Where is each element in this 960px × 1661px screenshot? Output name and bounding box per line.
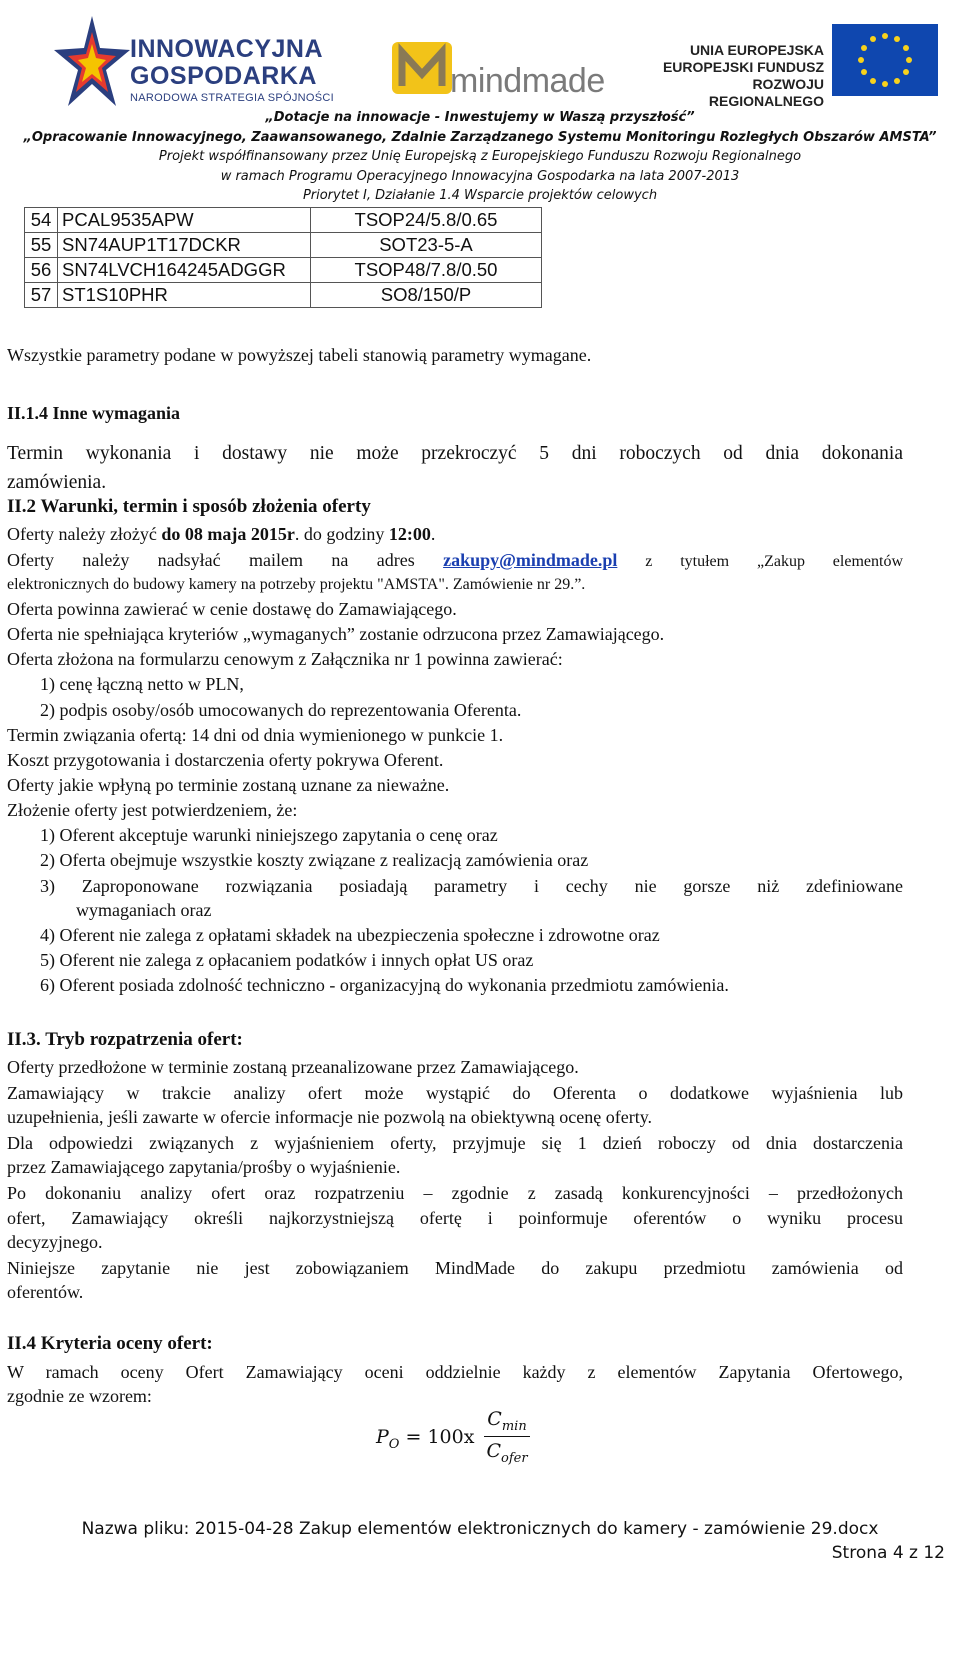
offer-line-delivery: Oferta powinna zawierać w cenie dostawę do Zamawiającego.	[7, 599, 457, 619]
case-type: SOT23-5-A	[311, 233, 542, 258]
section-title-ii-3: II.3. Tryb rozpatrzenia ofert:	[7, 1029, 243, 1050]
case-type: TSOP48/7.8/0.50	[311, 258, 542, 283]
header-logos	[0, 10, 960, 110]
logo-ig-subtitle: NARODOWA STRATEGIA SPÓJNOŚCI	[130, 92, 334, 104]
s13-paragraph-4-line-3: decyzyjnego.	[7, 1232, 103, 1252]
row-number: 54	[25, 208, 58, 233]
row-number: 55	[25, 233, 58, 258]
list-item: 2) Oferta obejmuje wszystkie koszty związane z realizacją zamówienia oraz	[40, 850, 589, 870]
footer-page-number: Strona 4 z 12	[831, 1543, 945, 1563]
list-item-continuation: wymaganiach oraz	[76, 900, 212, 920]
list-item: 2) podpis osoby/osób umocowanych do reprezentowania Oferenta.	[40, 700, 522, 720]
eu-logo-text: UNIA EUROPEJSKA EUROPEJSKI FUNDUSZ ROZWOJU REGIONALNEGO	[662, 42, 824, 109]
innowacyjna-gospodarka-logo	[52, 14, 342, 110]
table-row	[25, 233, 542, 258]
eu-flag-icon	[832, 24, 938, 96]
s13-paragraph-2-line-1: Zamawiający w trakcie analizy ofert może wystąpić do Oferenta o dodatkowe wyjaśnienia lub	[7, 1083, 903, 1103]
s13-paragraph-5-line-1: Niniejsze zapytanie nie jest zobowiązaniem MindMade do zakupu przedmiotu zamówienia od	[7, 1258, 903, 1278]
s13-paragraph-3-line-1: Dla odpowiedzi związanych z wyjaśnieniem oferty, przyjmuje się 1 dzień roboczy od dnia dostarczenia	[7, 1133, 903, 1153]
s114-text-line-2: zamówienia.	[7, 472, 107, 493]
formula-numerator: $C_{min}$	[487, 1408, 527, 1434]
list-item: 4) Oferent nie zalega z opłatami składek na ubezpieczenia społeczne i zdrowotne oraz	[40, 925, 660, 945]
section-title-ii-4: II.4 Kryteria oceny ofert:	[7, 1333, 213, 1354]
offer-line-cost: Koszt przygotowania i dostarczenia oferty pokrywa Oferent.	[7, 750, 444, 770]
list-item: 3) Zaproponowane rozwiązania posiadają parametry i cechy nie gorsze niż zdefiniowane	[40, 876, 903, 896]
parts-table	[24, 207, 542, 308]
list-item: 6) Oferent posiada zdolność techniczno - organizacyjną do wykonania przedmiotu zamówienia.	[40, 975, 729, 995]
header-line-5: Priorytet I, Działanie 1.4 Wsparcie projektów celowych	[302, 188, 658, 203]
email-link[interactable]: zakupy@mindmade.pl	[443, 550, 618, 570]
s13-paragraph-5-line-2: oferentów.	[7, 1282, 84, 1302]
project-header	[0, 108, 960, 206]
case-type: SO8/150/P	[311, 283, 542, 308]
list-item: 5) Oferent nie zalega z opłacaniem podatków i innych opłat US oraz	[40, 950, 534, 970]
s13-paragraph-2-line-2: uzupełnienia, jeśli zawarte w ofercie informacje nie pozwolą na obiektywną ocenę oferty.	[7, 1107, 653, 1127]
formula-lhs: $P_O = 100x$	[376, 1426, 475, 1452]
row-number: 57	[25, 283, 58, 308]
offer-line-criteria: Oferta nie spełniająca kryteriów „wymaganych” zostanie odrzucona przez Zamawiającego.	[7, 624, 665, 644]
s14-paragraph-line-2: zgodnie ze wzorem:	[7, 1386, 152, 1406]
table-row	[25, 258, 542, 283]
mindmade-logo	[392, 38, 605, 102]
deadline-date: do 08 maja 2015r	[161, 524, 295, 544]
fraction-bar	[484, 1436, 530, 1437]
formula-denominator: $C_{ofer}$	[486, 1440, 528, 1466]
mindmade-wordmark: mindmade	[450, 62, 605, 100]
section-title-ii-2: II.2 Warunki, termin i sposób złożenia oferty	[7, 496, 371, 517]
header-line-3: Projekt współfinansowany przez Unię Europejską z Europejskiego Funduszu Rozwoju Regionalnego	[158, 149, 802, 164]
header-line-2: „Opracowanie Innowacyjnego, Zaawansowanego, Zdalnie Zarządzanego Systemu Monitoringu Rozległych Obszarów AMSTA”	[23, 129, 937, 145]
table-row	[25, 283, 542, 308]
params-note: Wszystkie parametry podane w powyższej tabeli stanowią parametry wymagane.	[7, 345, 592, 365]
list-item: 1) Oferent akceptuje warunki niniejszego zapytania o cenę oraz	[40, 825, 498, 845]
offer-line-binding: Termin związania ofertą: 14 dni od dnia wymienionego w punkcie 1.	[7, 725, 504, 745]
offer-line-form: Oferta złożona na formularzu cenowym z Załącznika nr 1 powinna zawierać:	[7, 649, 563, 669]
offer-line-confirm: Złożenie oferty jest potwierdzeniem, że:	[7, 800, 298, 820]
star-emblem-icon	[52, 14, 132, 110]
deadline-time: 12:00	[388, 524, 431, 544]
mindmade-m-icon	[392, 38, 456, 98]
row-number: 56	[25, 258, 58, 283]
part-number: SN74LVCH164245ADGGR	[58, 258, 311, 283]
header-line-1: „Dotacje na innowacje - Inwestujemy w Waszą przyszłość”	[265, 110, 695, 125]
s13-paragraph-3-line-2: przez Zamawiającego zapytania/prośby o wyjaśnienie.	[7, 1157, 401, 1177]
footer-filename: Nazwa pliku: 2015-04-28 Zakup elementów elektronicznych do kamery - zamówienie 29.docx	[81, 1519, 879, 1539]
s14-paragraph-line-1: W ramach oceny Ofert Zamawiający oceni oddzielnie każdy z elementów Zapytania Ofertowego,	[7, 1362, 903, 1382]
s13-paragraph-1: Oferty przedłożone w terminie zostaną przeanalizowane przez Zamawiającego.	[7, 1057, 579, 1077]
header-line-4: w ramach Programu Operacyjnego Innowacyjna Gospodarka na lata 2007-2013	[220, 168, 740, 184]
s114-text-line-1: Termin wykonania i dostawy nie może przekroczyć 5 dni roboczych od dnia dokonania	[7, 443, 903, 464]
offer-line-late: Oferty jakie wpłyną po terminie zostaną uznane za nieważne.	[7, 775, 450, 795]
list-item: 1) cenę łączną netto w PLN,	[40, 674, 244, 694]
section-title-ii-1-4: II.1.4 Inne wymagania	[7, 403, 181, 423]
part-number: SN74AUP1T17DCKR	[58, 233, 311, 258]
offer-deadline: Oferty należy złożyć do 08 maja 2015r. do godziny 12:00.	[7, 524, 436, 544]
part-number: ST1S10PHR	[58, 283, 311, 308]
part-number: PCAL9535APW	[58, 208, 311, 233]
s13-paragraph-4-line-2: ofert, Zamawiający określi najkorzystniejszą ofertę i poinformuje oferentów o wyniku procesu	[7, 1208, 903, 1228]
eu-logo	[640, 24, 940, 109]
offer-email-line: Oferty należy nadsyłać mailem na adres zakupy@mindmade.pl z tytułem „Zakup elementów	[7, 550, 903, 570]
s13-paragraph-4-line-1: Po dokonaniu analizy ofert oraz rozpatrzeniu – zgodnie z zasadą konkurencyjności – przedłożonych	[7, 1183, 903, 1203]
logo-ig-title: INNOWACYJNA GOSPODARKA	[130, 35, 324, 90]
table-row	[25, 208, 542, 233]
offer-title-line: elektronicznych do budowy kamery na potrzeby projektu "AMSTA". Zamówienie nr 29.”.	[7, 576, 586, 593]
case-type: TSOP24/5.8/0.65	[311, 208, 542, 233]
